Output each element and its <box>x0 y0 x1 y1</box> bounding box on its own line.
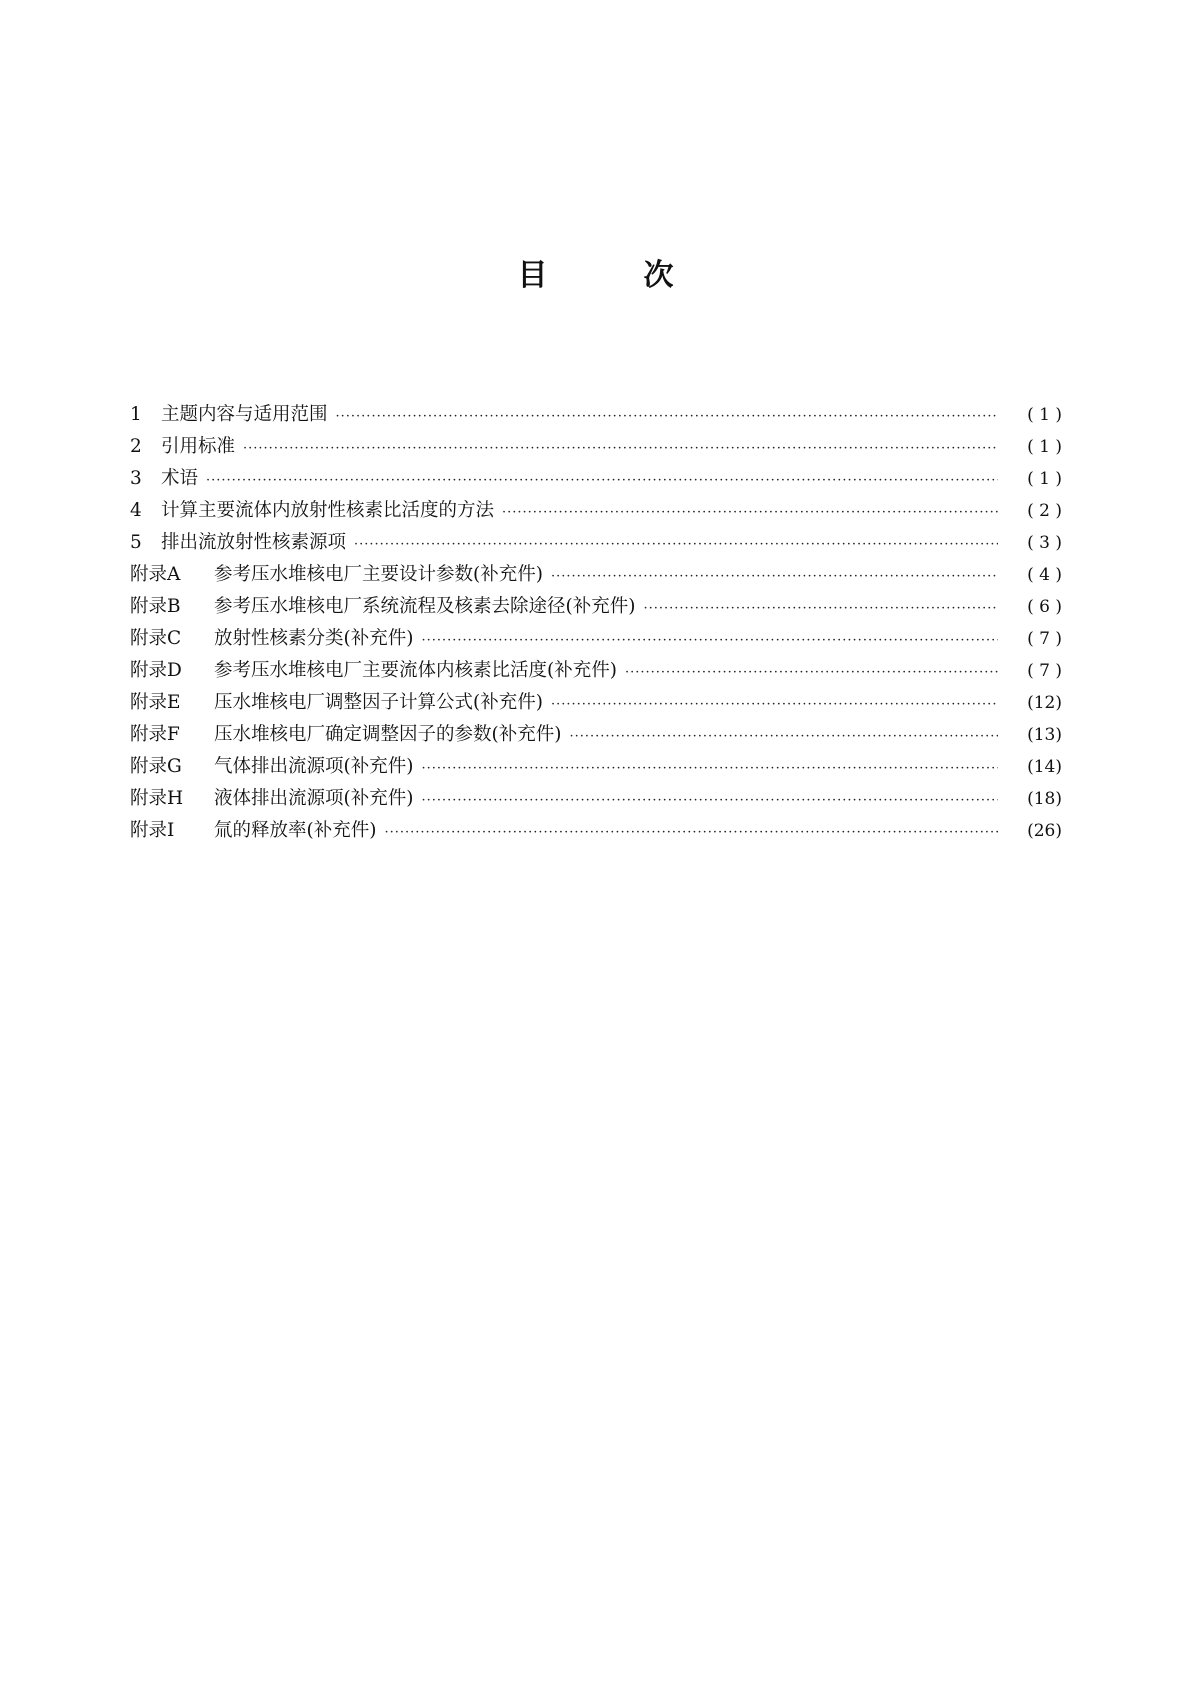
toc-entry-number: 1 <box>130 404 142 425</box>
toc-leader-dots <box>336 401 998 433</box>
toc-entry-number: 5 <box>130 532 142 553</box>
toc-entry-3[interactable] <box>130 463 1062 495</box>
toc-entry-page: ( 3 ) <box>1027 533 1062 553</box>
toc-entry-page: ( 1 ) <box>1027 405 1062 425</box>
toc-entry-title: 气体排出流源项(补充件) <box>214 756 414 777</box>
toc-entry-title: 术语 <box>161 468 199 489</box>
toc-entry-title: 引用标准 <box>161 436 236 457</box>
toc-entry-page: ( 2 ) <box>1027 501 1062 521</box>
toc-leader-dots <box>551 689 998 721</box>
toc-entry-number: 附录C <box>130 628 182 649</box>
toc-entry-number: 附录G <box>130 756 182 777</box>
toc-entry-2[interactable] <box>130 431 1062 463</box>
page-title-char-2: 次 <box>643 258 674 293</box>
toc-entry-number: 2 <box>130 436 142 457</box>
toc-entry-appendix-d[interactable] <box>130 655 1062 687</box>
toc-entry-title: 参考压水堆核电厂主要流体内核素比活度(补充件) <box>214 660 617 681</box>
toc-leader-dots <box>643 593 998 625</box>
toc-entry-page: (14) <box>1027 757 1062 777</box>
toc-entry-5[interactable] <box>130 527 1062 559</box>
toc-leader-dots <box>206 465 998 497</box>
toc-entry-page: (18) <box>1027 789 1062 809</box>
toc-entry-number: 附录E <box>130 692 181 713</box>
toc-leader-dots <box>243 433 998 465</box>
toc-entry-page: ( 1 ) <box>1027 469 1062 489</box>
toc-entry-title: 放射性核素分类(补充件) <box>214 628 414 649</box>
toc-entry-appendix-f[interactable] <box>130 719 1062 751</box>
toc-entry-number: 附录B <box>130 596 181 617</box>
toc-entry-title: 主题内容与适用范围 <box>161 404 328 425</box>
toc-leader-dots <box>421 753 998 785</box>
toc-entry-appendix-c[interactable] <box>130 623 1062 655</box>
toc-entry-page: ( 4 ) <box>1027 565 1062 585</box>
toc-entry-appendix-b[interactable] <box>130 591 1062 623</box>
toc-entry-number: 附录F <box>130 724 180 745</box>
toc-leader-dots <box>421 785 998 817</box>
toc-leader-dots <box>384 817 998 849</box>
toc-entry-number: 4 <box>130 500 142 521</box>
page-title <box>0 250 1191 294</box>
toc-leader-dots <box>421 625 998 657</box>
toc-entry-page: (13) <box>1027 725 1062 745</box>
toc-entry-appendix-e[interactable] <box>130 687 1062 719</box>
toc-entry-page: ( 7 ) <box>1027 661 1062 681</box>
toc-entry-1[interactable] <box>130 399 1062 431</box>
toc-entry-title: 参考压水堆核电厂主要设计参数(补充件) <box>214 564 543 585</box>
toc-entry-page: (26) <box>1027 821 1062 841</box>
toc-entry-page: ( 6 ) <box>1027 597 1062 617</box>
toc-leader-dots <box>625 657 998 689</box>
toc-entry-4[interactable] <box>130 495 1062 527</box>
toc-entry-appendix-g[interactable] <box>130 751 1062 783</box>
toc-leader-dots <box>551 561 998 593</box>
toc-entry-number: 附录A <box>130 564 181 585</box>
toc-entry-title: 计算主要流体内放射性核素比活度的方法 <box>161 500 495 521</box>
toc-leader-dots <box>354 529 998 561</box>
toc-entry-title: 液体排出流源项(补充件) <box>214 788 414 809</box>
toc-entry-appendix-i[interactable] <box>130 815 1062 847</box>
toc-entry-title: 排出流放射性核素源项 <box>161 532 347 553</box>
toc-entry-number: 3 <box>130 468 142 489</box>
toc-entry-appendix-h[interactable] <box>130 783 1062 815</box>
toc-entry-appendix-a[interactable] <box>130 559 1062 591</box>
toc-leader-dots <box>502 497 998 529</box>
toc-entry-number: 附录D <box>130 660 182 681</box>
toc-entry-title: 压水堆核电厂调整因子计算公式(补充件) <box>214 692 543 713</box>
table-of-contents <box>130 399 1062 847</box>
toc-entry-page: ( 1 ) <box>1027 437 1062 457</box>
page-title-char-1: 目 <box>517 258 548 293</box>
toc-entry-number: 附录I <box>130 820 175 841</box>
toc-entry-title: 氚的释放率(补充件) <box>214 820 377 841</box>
toc-entry-page: ( 7 ) <box>1027 629 1062 649</box>
toc-entry-number: 附录H <box>130 788 184 809</box>
toc-entry-page: (12) <box>1027 693 1062 713</box>
toc-entry-title: 压水堆核电厂确定调整因子的参数(补充件) <box>214 724 562 745</box>
toc-entry-title: 参考压水堆核电厂系统流程及核素去除途径(补充件) <box>214 596 636 617</box>
toc-leader-dots <box>569 721 998 753</box>
